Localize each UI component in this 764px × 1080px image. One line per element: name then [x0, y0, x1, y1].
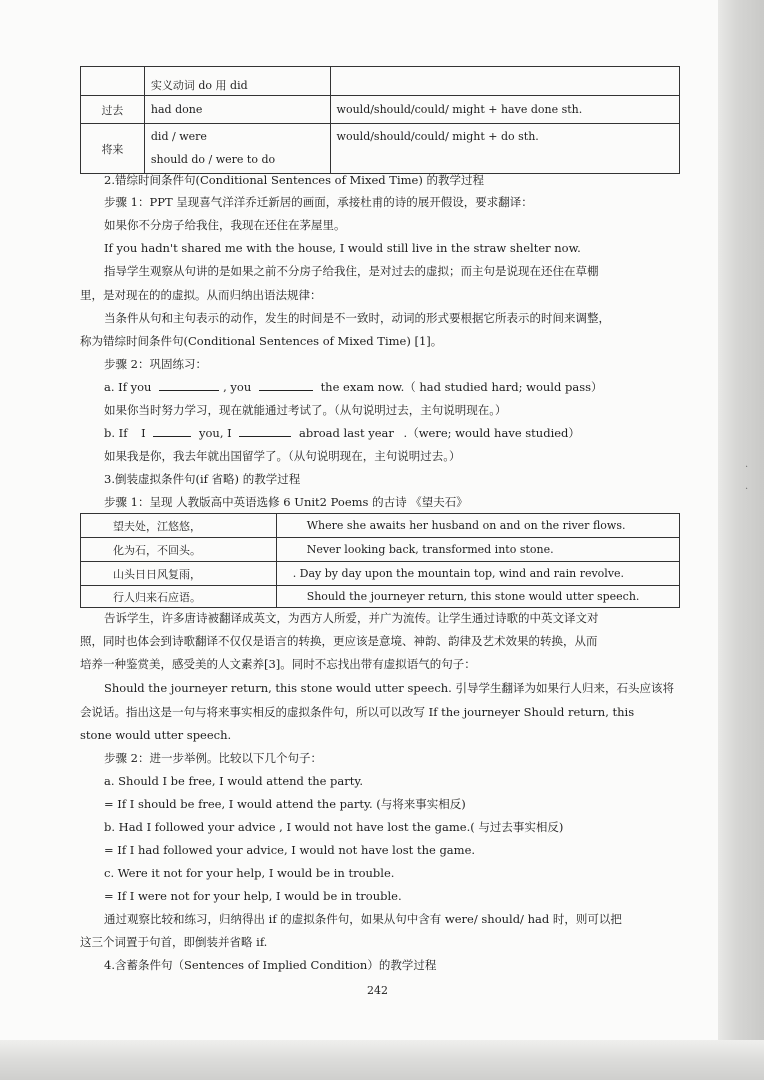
- example-sentence: = If I had followed your advice, I would not have lost the game.: [104, 843, 476, 857]
- page-edge-shadow: [718, 0, 764, 1080]
- paragraph-line: 步骤 2：巩固练习：: [104, 357, 207, 371]
- poem-en: Never looking back, transformed into stone.: [276, 538, 679, 562]
- answer-blank[interactable]: [239, 426, 291, 437]
- table-row-label: 将来: [81, 124, 145, 174]
- table-row-label: 过去: [81, 96, 145, 124]
- exercise-text: I: [141, 426, 146, 440]
- example-sentence: a. Should I be free, I would attend the party.: [104, 774, 364, 788]
- margin-mark: ·: [745, 484, 749, 495]
- section-heading: 3.倒装虚拟条件句(if 省略) 的教学过程: [104, 472, 301, 486]
- example-sentence: b. Had I followed your advice , I would not have lost the game.( 与过去事实相反): [104, 820, 564, 834]
- page-number: 242: [367, 984, 388, 997]
- exercise-b: [104, 425, 580, 441]
- page-bottom-shadow: [0, 1040, 764, 1080]
- paragraph-line: 告诉学生，许多唐诗被翻译成英文，为西方人所爱，并广为流传。让学生通过诗歌的中英文译文对: [104, 611, 599, 625]
- paragraph-line: 当条件从句和主句表示的动作，发生的时间是不一致时，动词的形式要根据它所表示的时间来调整，: [104, 311, 610, 325]
- section-heading: 4.含蓄条件句（Sentences of Implied Condition）的教学过程: [104, 958, 437, 972]
- poem-table: [80, 513, 680, 608]
- paragraph-line: 如果我是你，我去年就出国留学了。（从句说明现在，主句说明过去。）: [104, 449, 461, 463]
- margin-mark: ·: [745, 462, 749, 473]
- exercise-text: , you: [223, 380, 252, 394]
- exercise-text: abroad last year: [299, 426, 394, 440]
- paragraph-line: 步骤 1：呈现 人教版高中英语选修 6 Unit2 Poems 的古诗 《望夫石》: [104, 495, 468, 509]
- section-heading: 2.错综时间条件句(Conditional Sentences of Mixed Time) 的教学过程: [104, 173, 484, 187]
- paragraph-line: 通过观察比较和练习，归纳得出 if 的虚拟条件句，如果从句中含有 were/ should/ had 时，则可以把: [104, 912, 622, 926]
- poem-cn: 山头日日风复雨，: [81, 562, 277, 586]
- paragraph-line: 步骤 2：进一步举例。比较以下几个句子：: [104, 751, 322, 765]
- paragraph-line: 称为错综时间条件句(Conditional Sentences of Mixed Time) [1]。: [80, 334, 443, 348]
- paragraph-line: 照，同时也体会到诗歌翻译不仅仅是语言的转换，更应该是意境、神韵、韵律及艺术效果的转换，从而: [80, 634, 598, 648]
- paragraph-line: 里，是对现在的的虚拟。从而归纳出语法规律：: [80, 288, 322, 302]
- exercise-text: b. If: [104, 426, 128, 440]
- exercise-text: you, I: [199, 426, 232, 440]
- paragraph-line: If you hadn't shared me with the house, I would still live in the straw shelter now.: [104, 241, 581, 255]
- paragraph-line: 培养一种鉴赏美，感受美的人文素养[3]。同时不忘找出带有虚拟语气的句子：: [80, 657, 476, 671]
- paragraph-line: 这三个词置于句首，即倒装并省略 if.: [80, 935, 268, 949]
- paragraph-line: 会说话。指出这是一句与将来事实相反的虚拟条件句，所以可以改写 If the journeyer Should return, this: [80, 705, 635, 719]
- paragraph-line: Should the journeyer return, this stone would utter speech. 引导学生翻译为如果行人归来，石头应该将: [104, 681, 674, 695]
- answer-blank[interactable]: [159, 380, 219, 391]
- exercise-text: .（were; would have studied）: [403, 426, 580, 440]
- table-cell: [144, 124, 330, 174]
- paragraph-line: stone would utter speech.: [80, 728, 232, 742]
- poem-cn: 行人归来石应语。: [81, 586, 277, 608]
- paragraph-line: 如果你当时努力学习，现在就能通过考试了。（从句说明过去，主句说明现在。）: [104, 403, 507, 417]
- poem-en: Should the journeyer return, this stone would utter speech.: [276, 586, 679, 608]
- paragraph-line: 指导学生观察从句讲的是如果之前不分房子给我住，是对过去的虚拟；而主句是说现在还住在草棚: [104, 264, 599, 278]
- table-cell: would/should/could/ might + do sth.: [330, 124, 679, 174]
- tense-table: [80, 66, 680, 174]
- answer-blank[interactable]: [153, 426, 191, 437]
- poem-en: Where she awaits her husband on and on the river flows.: [276, 514, 679, 538]
- table-cell: would/should/could/ might + have done sth.: [330, 96, 679, 124]
- poem-en: . Day by day upon the mountain top, wind and rain revolve.: [276, 562, 679, 586]
- table-cell: [81, 67, 145, 96]
- table-cell-line: did / were: [150, 130, 207, 143]
- table-cell: [330, 67, 679, 96]
- exercise-text: a. If you: [104, 380, 152, 394]
- example-sentence: = If I were not for your help, I would be in trouble.: [104, 889, 402, 903]
- paragraph-line: 步骤 1：PPT 呈现喜气洋洋乔迁新居的画面，承接杜甫的诗的展开假设，要求翻译：: [104, 195, 533, 209]
- table-cell: had done: [144, 96, 330, 124]
- answer-blank[interactable]: [259, 380, 313, 391]
- poem-cn: 望夫处，江悠悠，: [81, 514, 277, 538]
- example-sentence: c. Were it not for your help, I would be in trouble.: [104, 866, 395, 880]
- example-sentence: = If I should be free, I would attend the party. (与将来事实相反): [104, 797, 466, 811]
- poem-cn: 化为石，不回头。: [81, 538, 277, 562]
- exercise-a: [104, 379, 603, 395]
- table-cell: 实义动词 do 用 did: [144, 67, 330, 96]
- exercise-text: the exam now.（ had studied hard; would pass）: [320, 380, 603, 394]
- paragraph-line: 如果你不分房子给我住，我现在还住在茅屋里。: [104, 218, 346, 232]
- table-cell-line: should do / were to do: [150, 153, 276, 166]
